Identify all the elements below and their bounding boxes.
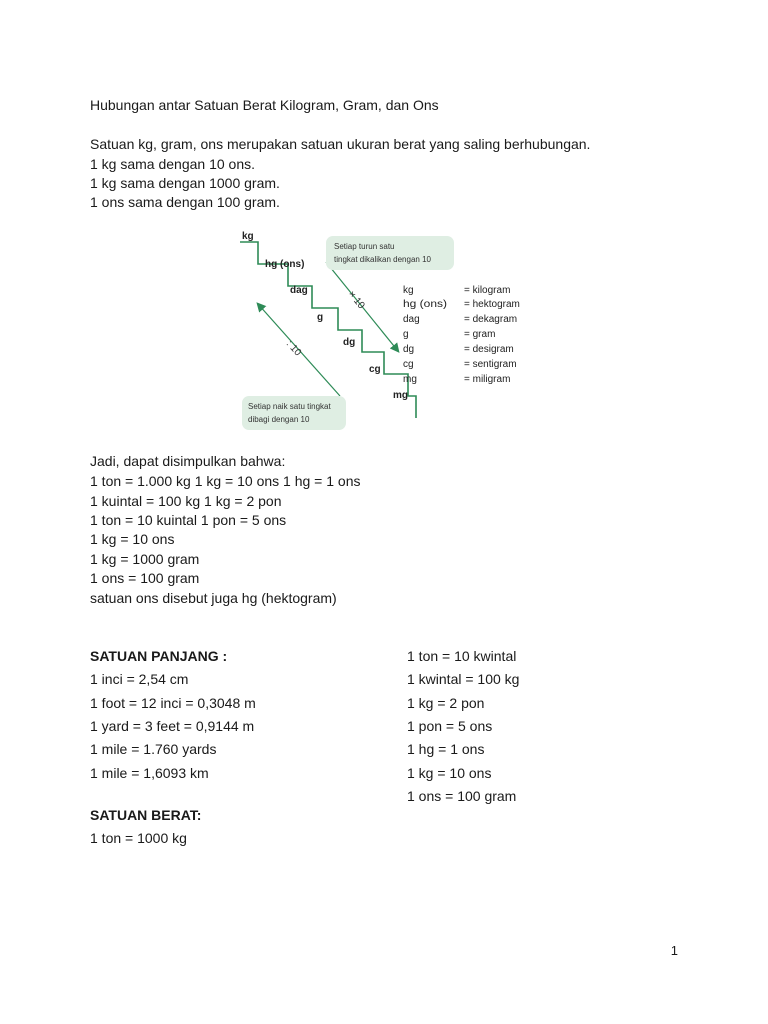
step-label: kg <box>242 231 254 242</box>
step-label: hg (ons) <box>265 259 305 270</box>
legend-name: = gram <box>464 329 496 340</box>
conclusion-line: 1 ton = 10 kuintal 1 pon = 5 ons <box>90 512 287 528</box>
legend-abbr: dg <box>403 344 415 355</box>
panjang-heading: SATUAN PANJANG : <box>90 648 228 664</box>
panjang-item: 1 yard = 3 feet = 0,9144 m <box>90 718 255 734</box>
divide-label: : 10 <box>283 338 304 359</box>
right-column-item: 1 kg = 2 pon <box>407 695 485 711</box>
panjang-item: 1 mile = 1,6093 km <box>90 765 209 781</box>
note-up-line: dibagi dengan 10 <box>248 415 310 424</box>
conclusion-line: satuan ons disebut juga hg (hektogram) <box>90 590 337 606</box>
right-column-item: 1 ons = 100 gram <box>407 788 517 804</box>
conclusion-line: 1 kuintal = 100 kg 1 kg = 2 pon <box>90 493 282 509</box>
right-column-item: 1 pon = 5 ons <box>407 718 493 734</box>
step-label: g <box>317 312 324 323</box>
intro-line: 1 kg sama dengan 1000 gram. <box>90 175 280 191</box>
weight-staircase-diagram <box>230 226 540 436</box>
document-title: Hubungan antar Satuan Berat Kilogram, Gram, dan Ons <box>90 97 439 113</box>
berat-heading: SATUAN BERAT: <box>90 807 202 823</box>
panjang-item: 1 foot = 12 inci = 0,3048 m <box>90 695 256 711</box>
legend-abbr: hg (ons) <box>403 299 447 310</box>
legend-abbr: cg <box>403 359 414 370</box>
legend-name: = desigram <box>464 344 514 355</box>
intro-line: Satuan kg, gram, ons merupakan satuan ukuran berat yang saling berhubungan. <box>90 136 591 152</box>
conclusion-line: Jadi, dapat disimpulkan bahwa: <box>90 453 286 469</box>
legend-name: = kilogram <box>464 285 511 296</box>
conclusion-line: 1 ton = 1.000 kg 1 kg = 10 ons 1 hg = 1 ons <box>90 473 361 489</box>
note-down-line: Setiap turun satu <box>334 242 395 251</box>
right-column-item: 1 kg = 10 ons <box>407 765 492 781</box>
multiply-label: × 10 <box>345 288 367 312</box>
panjang-item: 1 inci = 2,54 cm <box>90 671 189 687</box>
intro-line: 1 kg sama dengan 10 ons. <box>90 156 256 172</box>
legend-name: = hektogram <box>464 299 520 310</box>
note-down-line: tingkat dikalikan dengan 10 <box>334 255 431 264</box>
step-label: mg <box>393 390 408 401</box>
legend-abbr: dag <box>403 314 420 325</box>
step-label: dag <box>290 285 308 296</box>
legend-name: = miligram <box>464 374 511 385</box>
legend-name: = sentigram <box>464 359 517 370</box>
legend-abbr: mg <box>403 374 417 385</box>
panjang-item: 1 mile = 1.760 yards <box>90 741 217 757</box>
conclusion-line: 1 kg = 1000 gram <box>90 551 200 567</box>
right-column-item: 1 ton = 10 kwintal <box>407 648 517 664</box>
step-label: dg <box>343 337 356 348</box>
legend-abbr: kg <box>403 285 414 296</box>
right-column-item: 1 kwintal = 100 kg <box>407 671 520 687</box>
step-label: cg <box>369 364 381 375</box>
legend-name: = dekagram <box>464 314 518 325</box>
right-column-item: 1 hg = 1 ons <box>407 741 485 757</box>
conclusion-line: 1 ons = 100 gram <box>90 570 200 586</box>
note-up-line: Setiap naik satu tingkat <box>248 402 331 411</box>
intro-line: 1 ons sama dengan 100 gram. <box>90 194 280 210</box>
conclusion-line: 1 kg = 10 ons <box>90 531 175 547</box>
berat-item: 1 ton = 1000 kg <box>90 830 187 846</box>
page-number: 1 <box>670 943 678 958</box>
legend-abbr: g <box>403 329 409 340</box>
